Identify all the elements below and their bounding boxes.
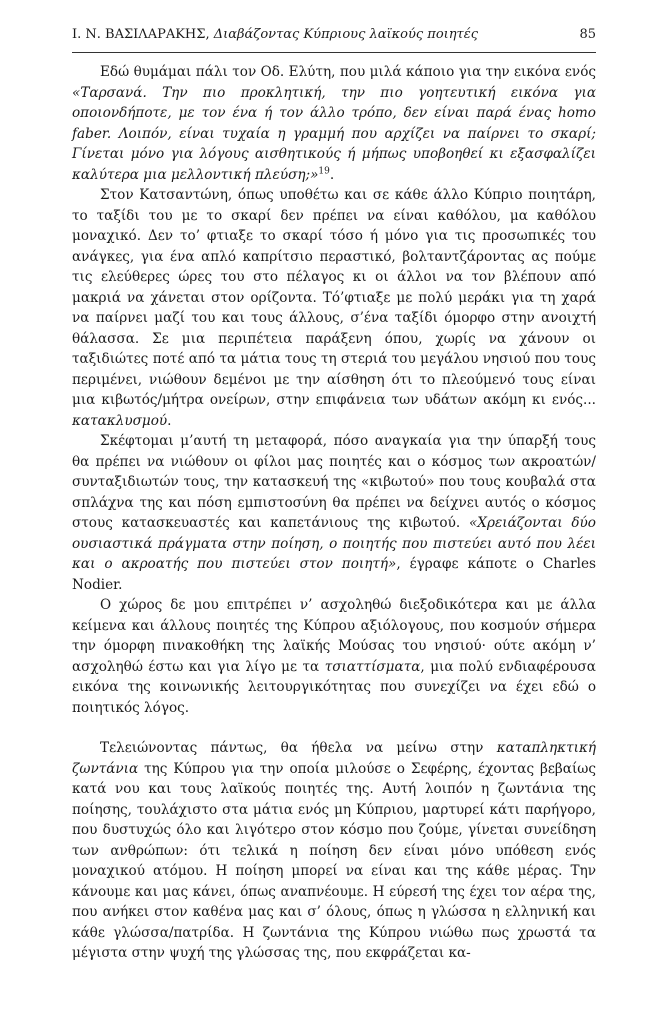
paragraph-1: Εδώ θυμάμαι πάλι τον Οδ. Ελύτη, που μιλά κάποιο για την εικόνα ενός «Ταρσανά. Την πιο προκλητική, την πιο γοητευτική εικόνα για οποιονδήποτε, με τον ένα ή τον άλλο τρόπο, δεν είναι παρά ένας homo faber. Λοιπόν, είναι τυχαία η γραμμή που αρχίζει να παίρνει το σκαρί; Γίνεται μόνο για λόγους αισθητικούς ή μήπως υποβοηθεί κι εξασφαλίζει καλύτερα μια μελλοντική πλεύση;»$^{19}$. xyxy=(72,64,596,183)
header-title: Διαβάζοντας Κύπριους λαϊκούς ποιητές xyxy=(213,27,478,42)
quote-nodier: «Χρειάζονται δύο ουσιαστικά πράγματα στην ποίηση, ο ποιητής που πιστεύει αυτό που λέει και ο ακροατής που πιστεύει στον ποιητή» xyxy=(72,515,596,572)
paragraph-2: Στον Κατσαντώνη, όπως υποθέτω και σε κάθε άλλο Κύπριο ποιητάρη, το ταξίδι του με το σκαρί δεν πρέπει να είναι καθόλου, μα καθόλου μοναχικό. Δεν το’ φτιαξε το σκαρί τόσο ή μόνο για τις προσωπικές του ανάγκες, για ένα απλό καπρίτσιο περαστικό, βολταντζάροντας ας πούμε τις ελεύθερες ώρες του στο πέλαγος κι οι άλλοι να τον βλέπουν από μακριά να χάνεται στον ορίζοντα. Τό’φτιαξε με πολύ μεράκι για τη χαρά να παίρνει μαζί του και τους άλλους, σ’ένα ταξίδι όμορφο στην ανοιχτή θάλασσα. Σε μια περιπέτεια παράξενη όπου, χωρίς να χάνουν οι ταξιδιώτες ποτέ από τα μάτια τους τη στεριά του μεγάλου νησιού που τους περιμένει, νιώθουν δεμένοι με την αίσθηση ότι το πλεούμενό τους είναι μια κιβωτός/μήτρα ονείρων, στην επιφάνεια των υδάτων ακόμη κι ενός... κατακλυσμού. xyxy=(72,187,596,429)
paragraph-4: Ο χώρος δε μου επιτρέπει ν’ ασχοληθώ διεξοδικότερα και με άλλα κείμενα και άλλους ποιητές της Κύπρου αξιόλογους, που κοσμούν σήμερα την όμορφη πινακοθήκη της λαϊκής Μούσας του νησιού· ούτε ακόμη ν’ ασχοληθώ έστω και για λίγο με τα τσιαττίσματα, μια πολύ ενδιαφέρουσα εικόνα της κοινωνικής λειτουργικότητας που συνεχίζει να έχει εδώ ο ποιητικός λόγος. xyxy=(72,597,596,716)
header-rule xyxy=(72,52,596,53)
page-number: 85 xyxy=(579,27,596,42)
paragraph-5: Τελειώνοντας πάντως, θα ήθελα να μείνω στην καταπληκτική ζωντάνια της Κύπρου για την οποία μιλούσε ο Σεφέρης, έχοντας βεβαίως κατά νου και τους λαϊκούς ποιητές της. Αυτή λοιπόν η ζωντάνια της ποίησης, τουλάχιστο στα μάτια ενός μη Κύπριου, μαρτυρεί κάτι παρήγορο, που δυστυχώς όλο και λιγότερο στον κόσμο που ζούμε, γίνεται συνείδηση των ανθρώπων: ότι τελικά η ποίηση δεν είναι μόνο υπόθεση ενός μοναχικού ατόμου. Η ποίηση μπορεί να είναι και της κάθε μέρας. Την κάνουμε και μας κάνει, όπως αναπνέουμε. Η εύρεσή της έχει τον αέρα της, που ανήκει στον καθένα μας και σ’ όλους, όπως η γλώσσα η ελληνική και κάθε γλώσσα/πατρίδα. Η ζωντάνια της Κύπρου νιώθω πως χρωστά τα μέγιστα στην ψυχή της γλώσσας της, που εκφράζεται κα- xyxy=(72,740,596,961)
paragraph-3: Σκέφτομαι μ’αυτή τη μεταφορά, πόσο αναγκαία για την ύπαρξή τους θα πρέπει να νιώθουν οι φίλοι μας ποιητές και ο κόσμος των ακροατών/ συνταξιδιωτών τους, την κατασκευή της «κιβωτού» που τους κουβαλά στα σπλάχνα της και πόση εμπιστοσύνη θα πρέπει να δείχνει αυτός ο κόσμος στους κατασκευαστές και καπετάνιους της κιβωτού. «Χρειάζονται δύο ουσιαστικά πράγματα στην ποίηση, ο ποιητής που πιστεύει αυτό που λέει και ο ακροατής που πιστεύει στον ποιητή», έγραφε κάποτε ο Charles Nodier. xyxy=(72,433,596,593)
body-text xyxy=(72,62,596,964)
quote-elytis: «Ταρσανά. Την πιο προκλητική, την πιο γοητευτική εικόνα για οποιονδήποτε, με τον ένα ή τον άλλο τρόπο, δεν είναι παρά ένας homo faber. Λοιπόν, είναι τυχαία η γραμμή που αρχίζει να παίρνει το σκαρί; Γίνεται μόνο για λόγους αισθητικούς ή μήπως υποβοηθεί κι εξασφαλίζει καλύτερα μια μελλοντική πλεύση;» xyxy=(72,84,596,183)
footnote-ref: 19 xyxy=(318,165,330,176)
header-author: Ι. Ν. ΒΑΣΙΛΑΡΑΚΗΣ, xyxy=(72,27,210,42)
running-header xyxy=(72,27,596,43)
